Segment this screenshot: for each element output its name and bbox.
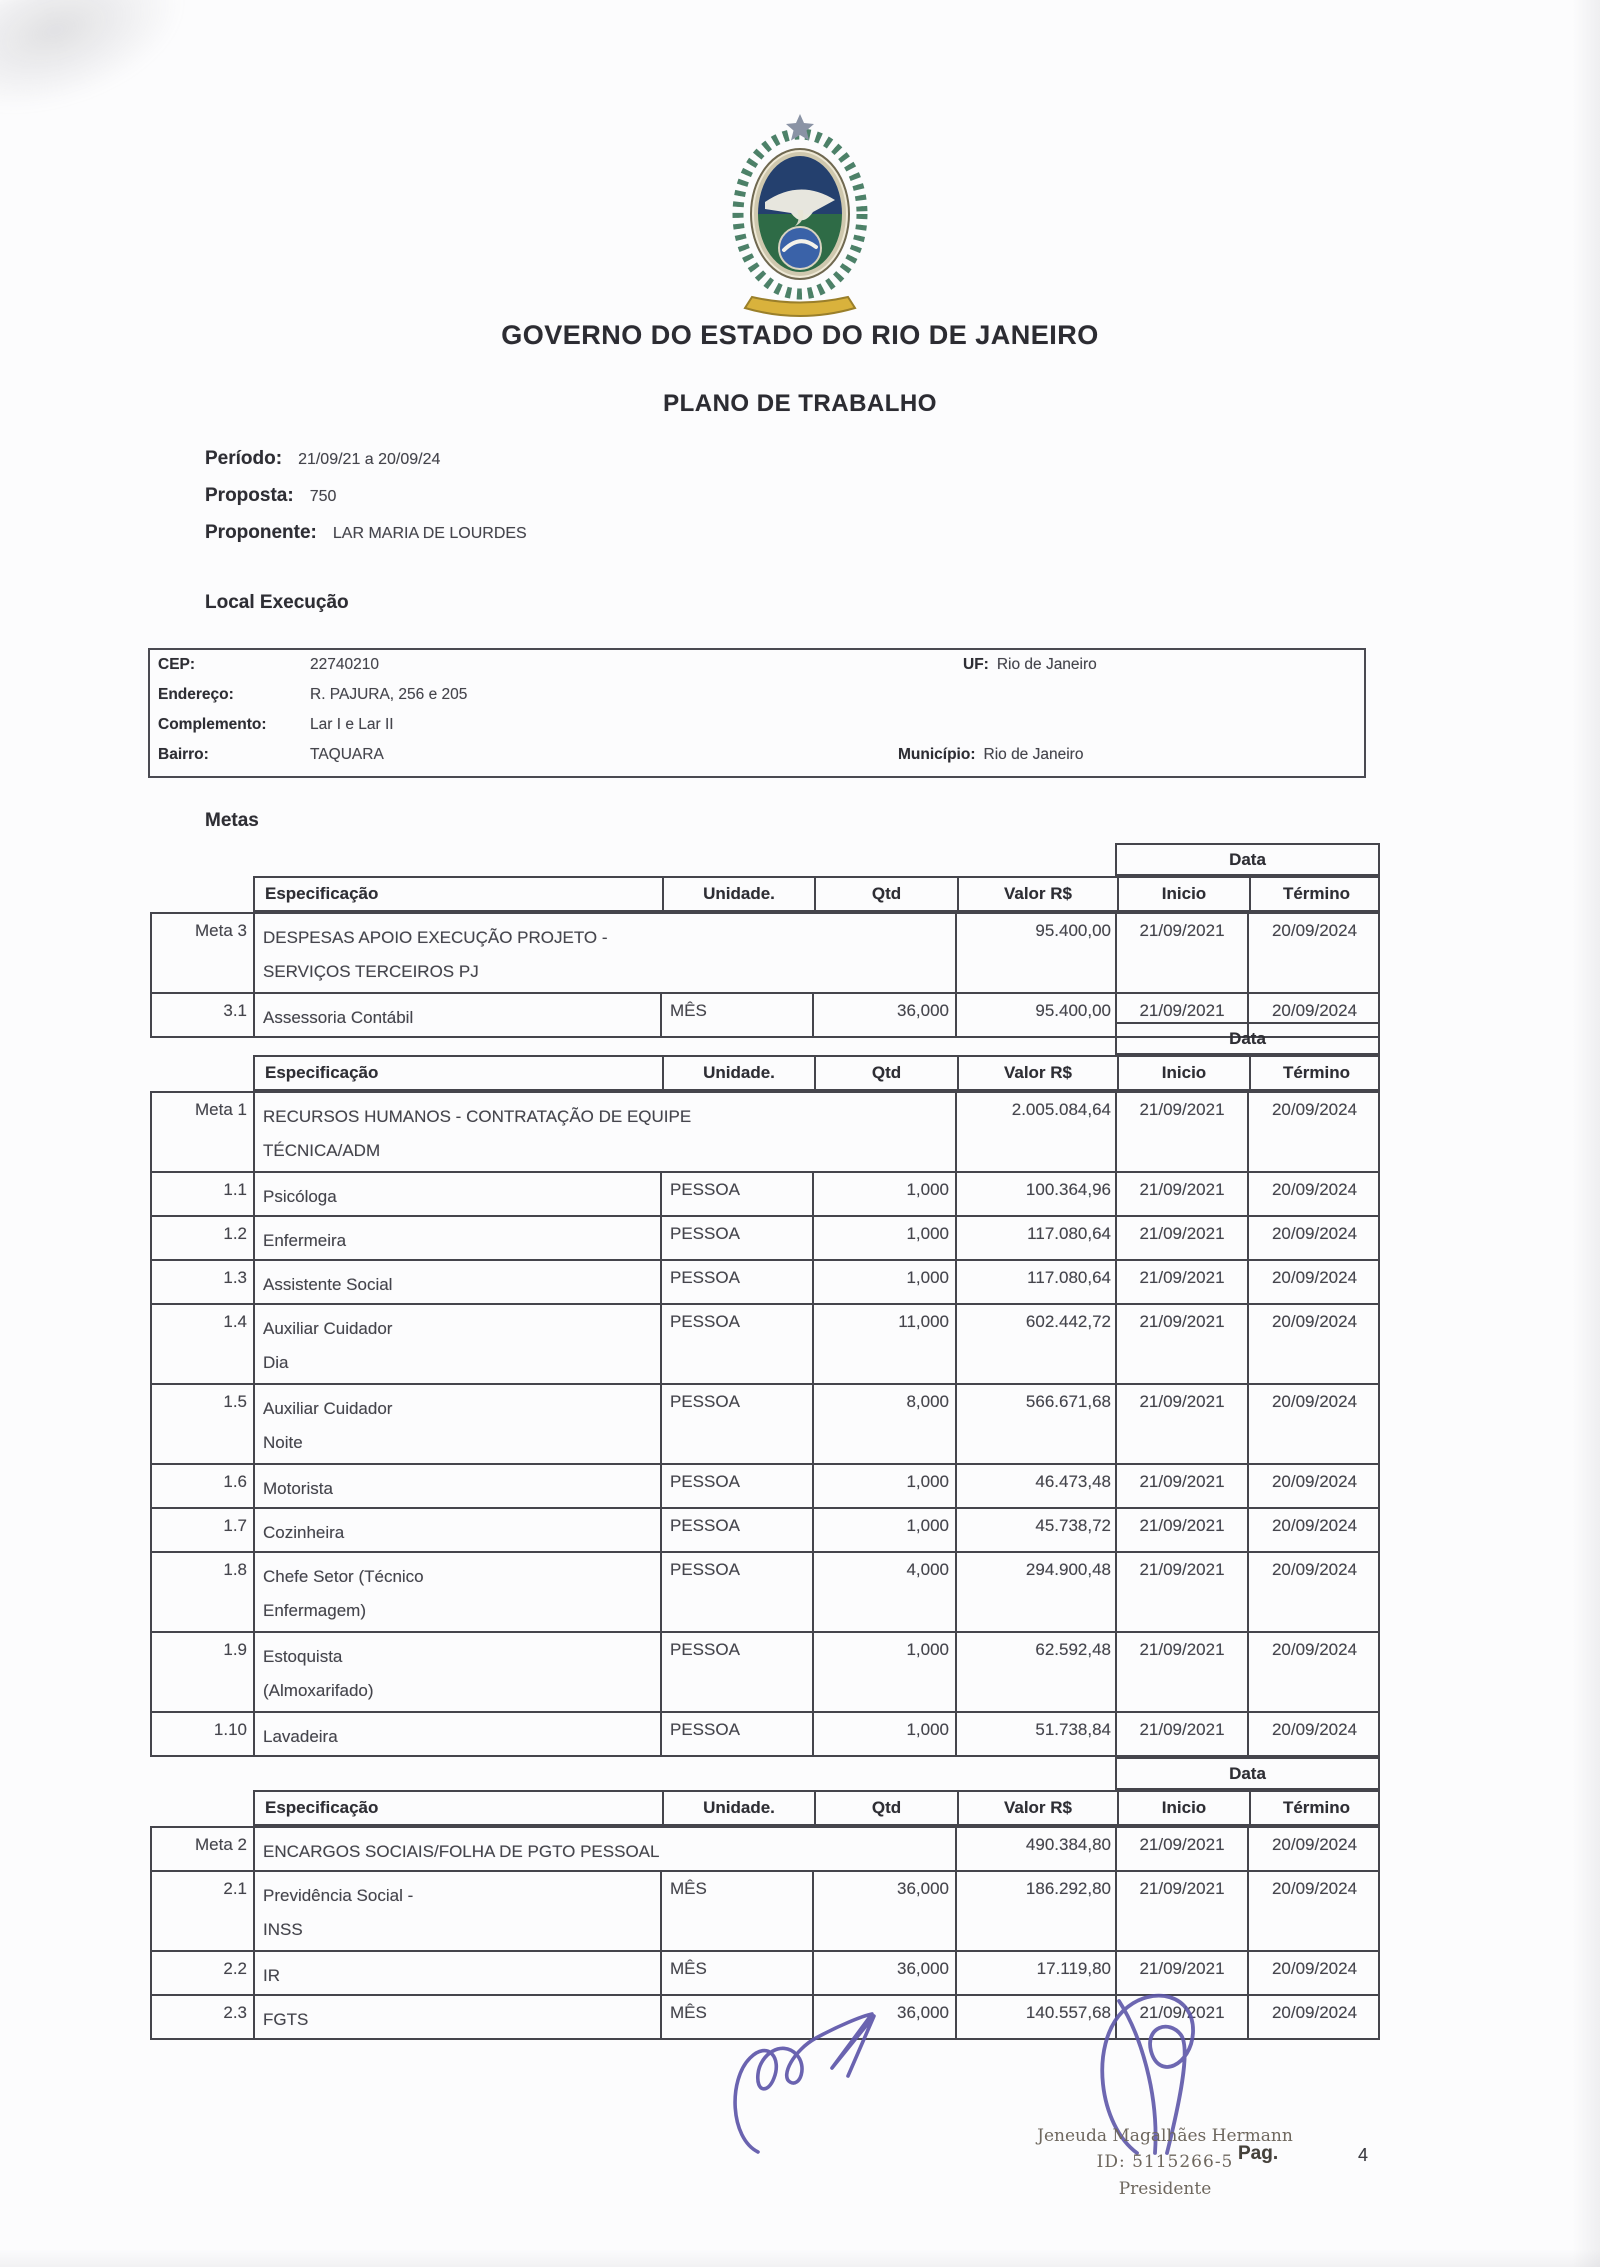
row-unidade: PESSOA (660, 1713, 812, 1755)
especificacao-line: Auxiliar Cuidador (263, 1319, 393, 1338)
especificacao-line: Cozinheira (263, 1523, 345, 1542)
row-inicio: 21/09/2021 (1115, 1385, 1247, 1463)
row-qtd: 36,000 (812, 1996, 955, 2038)
row-inicio: 21/09/2021 (1115, 1828, 1247, 1870)
row-termino: 20/09/2024 (1247, 1173, 1380, 1215)
col-header-termino: Término (1249, 1792, 1382, 1824)
metas-table-meta1 (150, 1022, 1380, 1757)
rio-de-janeiro-coat-of-arms-icon (713, 110, 888, 322)
signer-name: Jeneuda Magalhães Hermann (1037, 2126, 1293, 2146)
table-body (150, 912, 1380, 1038)
scan-smudge-artifact (0, 0, 203, 126)
especificacao-line: TÉCNICA/ADM (263, 1141, 381, 1160)
row-inicio: 21/09/2021 (1115, 1952, 1247, 1994)
row-termino: 20/09/2024 (1247, 1465, 1380, 1507)
row-inicio: 21/09/2021 (1115, 1217, 1247, 1259)
table-row (152, 1463, 1378, 1507)
municipio-value: Rio de Janeiro (983, 746, 1084, 763)
scan-bottom-shading (0, 2249, 1600, 2267)
table-row (152, 1507, 1378, 1551)
row-label: 1.9 (223, 1640, 247, 1659)
exec-line-cep (158, 656, 1364, 686)
row-label: Meta 2 (195, 1835, 247, 1854)
especificacao-line: ENCARGOS SOCIAIS/FOLHA DE PGTO PESSOAL (263, 1842, 660, 1861)
row-especificacao (253, 1828, 955, 1870)
exec-line-endereco (158, 686, 1364, 716)
row-valor: 95.400,00 (955, 994, 1115, 1036)
table-row (152, 1171, 1378, 1215)
row-label: Meta 1 (195, 1100, 247, 1119)
exec-uf (963, 656, 1097, 674)
col-header-qtd: Qtd (814, 1792, 957, 1824)
metas-heading: Metas (205, 810, 259, 831)
row-termino: 20/09/2024 (1247, 1952, 1380, 1994)
row-valor: 566.671,68 (955, 1385, 1115, 1463)
row-unidade: MÊS (660, 1996, 812, 2038)
document-info-block (205, 448, 527, 559)
row-label: 3.1 (223, 1001, 247, 1020)
row-inicio: 21/09/2021 (1115, 1261, 1247, 1303)
row-label: 2.2 (223, 1959, 247, 1978)
row-termino: 20/09/2024 (1247, 1996, 1380, 2038)
especificacao-line: Assessoria Contábil (263, 1008, 414, 1027)
exec-municipio (898, 746, 1083, 764)
data-group-header: Data (1115, 843, 1380, 876)
uf-label: UF: (963, 656, 989, 673)
data-group-header: Data (1115, 1022, 1380, 1055)
table-row (152, 914, 1378, 992)
org-title: GOVERNO DO ESTADO DO RIO DE JANEIRO (501, 320, 1099, 350)
row-valor: 100.364,96 (955, 1173, 1115, 1215)
row-valor: 294.900,48 (955, 1553, 1115, 1631)
local-execucao-box (148, 648, 1366, 778)
periodo-label: Período: (205, 448, 283, 469)
row-inicio: 21/09/2021 (1115, 1713, 1247, 1755)
row-valor: 490.384,80 (955, 1828, 1115, 1870)
especificacao-line: Lavadeira (263, 1727, 338, 1746)
uf-value: Rio de Janeiro (996, 656, 1097, 673)
signer-role: Presidente (1118, 2179, 1212, 2199)
row-qtd: 1,000 (812, 1465, 955, 1507)
row-termino: 20/09/2024 (1247, 1633, 1380, 1711)
signature-stroke-left (720, 2010, 900, 2165)
row-valor: 95.400,00 (955, 914, 1115, 992)
row-qtd: 11,000 (812, 1305, 955, 1383)
row-especificacao (253, 1261, 660, 1303)
endereco-label: Endereço: (158, 686, 234, 703)
municipio-label: Município: (898, 746, 976, 763)
row-qtd: 1,000 (812, 1509, 955, 1551)
proposta-label: Proposta: (205, 485, 294, 506)
row-unidade: PESSOA (660, 1553, 812, 1631)
table-row (152, 1828, 1378, 1870)
row-termino: 20/09/2024 (1247, 1217, 1380, 1259)
especificacao-line: SERVIÇOS TERCEIROS PJ (263, 962, 479, 981)
row-termino: 20/09/2024 (1247, 994, 1380, 1036)
row-unidade: PESSOA (660, 1509, 812, 1551)
row-termino: 20/09/2024 (1247, 1261, 1380, 1303)
row-valor: 46.473,48 (955, 1465, 1115, 1507)
data-group-header: Data (1115, 1757, 1380, 1790)
row-especificacao (253, 1305, 660, 1383)
row-inicio: 21/09/2021 (1115, 1093, 1247, 1171)
especificacao-line: Chefe Setor (Técnico (263, 1567, 424, 1586)
row-valor: 602.442,72 (955, 1305, 1115, 1383)
complemento-label: Complemento: (158, 716, 267, 733)
row-termino: 20/09/2024 (1247, 1553, 1380, 1631)
especificacao-line: Dia (263, 1353, 289, 1372)
row-inicio: 21/09/2021 (1115, 1872, 1247, 1950)
row-qtd: 36,000 (812, 1872, 955, 1950)
col-header-unidade: Unidade. (662, 1792, 814, 1824)
table-row (152, 1093, 1378, 1171)
col-header-inicio: Inicio (1117, 1057, 1249, 1089)
row-unidade: PESSOA (660, 1261, 812, 1303)
row-qtd: 1,000 (812, 1633, 955, 1711)
row-valor: 51.738,84 (955, 1713, 1115, 1755)
row-especificacao (253, 1217, 660, 1259)
col-header-termino: Término (1249, 878, 1382, 910)
especificacao-line: RECURSOS HUMANOS - CONTRATAÇÃO DE EQUIPE (263, 1107, 692, 1126)
col-header-inicio: Inicio (1117, 1792, 1249, 1824)
row-termino: 20/09/2024 (1247, 1828, 1380, 1870)
proposta-value: 750 (309, 488, 337, 505)
row-label: 1.6 (223, 1472, 247, 1491)
row-label: 1.10 (213, 1720, 247, 1739)
row-inicio: 21/09/2021 (1115, 1553, 1247, 1631)
especificacao-line: INSS (263, 1920, 303, 1939)
row-valor: 2.005.084,64 (955, 1093, 1115, 1171)
exec-line-complemento (158, 716, 1364, 746)
metas-table-meta3 (150, 843, 1380, 1038)
especificacao-line: Enfermeira (263, 1231, 347, 1250)
bairro-value: TAQUARA (310, 746, 384, 763)
col-header-unidade: Unidade. (662, 878, 814, 910)
info-proponente (205, 522, 527, 559)
col-header-valor: Valor R$ (957, 1792, 1117, 1824)
row-unidade: PESSOA (660, 1385, 812, 1463)
endereco-value: R. PAJURA, 256 e 205 (310, 686, 468, 703)
row-label: 1.4 (223, 1312, 247, 1331)
row-label: 1.8 (223, 1560, 247, 1579)
row-inicio: 21/09/2021 (1115, 914, 1247, 992)
row-especificacao (253, 1996, 660, 2038)
row-valor: 117.080,64 (955, 1217, 1115, 1259)
info-periodo (205, 448, 527, 485)
col-header-termino: Término (1249, 1057, 1382, 1089)
page-label: Pag. (1238, 2143, 1279, 2164)
col-header-especificacao: Especificação (265, 884, 379, 903)
row-qtd: 36,000 (812, 994, 955, 1036)
signer-id: ID: 5115266-5 (1096, 2152, 1234, 2172)
row-inicio: 21/09/2021 (1115, 1509, 1247, 1551)
row-label: 1.5 (223, 1392, 247, 1411)
row-especificacao (253, 1633, 660, 1711)
col-header-especificacao: Especificação (265, 1798, 379, 1817)
table-row (152, 1303, 1378, 1383)
row-qtd: 1,000 (812, 1713, 955, 1755)
col-header-unidade: Unidade. (662, 1057, 814, 1089)
row-valor: 186.292,80 (955, 1872, 1115, 1950)
table-row (152, 1215, 1378, 1259)
row-qtd: 1,000 (812, 1261, 955, 1303)
row-especificacao (253, 1553, 660, 1631)
especificacao-line: Assistente Social (263, 1275, 393, 1294)
row-valor: 45.738,72 (955, 1509, 1115, 1551)
table-body (150, 1091, 1380, 1757)
info-proposta (205, 485, 527, 522)
row-inicio: 21/09/2021 (1115, 1633, 1247, 1711)
complemento-value: Lar I e Lar II (310, 716, 394, 733)
row-especificacao (253, 1872, 660, 1950)
col-header-valor: Valor R$ (957, 1057, 1117, 1089)
row-label: 1.1 (223, 1180, 247, 1199)
col-header-qtd: Qtd (814, 1057, 957, 1089)
col-header-qtd: Qtd (814, 878, 957, 910)
local-execucao-heading: Local Execução (205, 592, 349, 613)
row-termino: 20/09/2024 (1247, 1509, 1380, 1551)
especificacao-line: Psicóloga (263, 1187, 337, 1206)
especificacao-line: Noite (263, 1433, 303, 1452)
periodo-value: 21/09/21 a 20/09/24 (298, 451, 441, 468)
row-qtd: 1,000 (812, 1173, 955, 1215)
row-label: 1.7 (223, 1516, 247, 1535)
especificacao-line: IR (263, 1966, 280, 1985)
row-unidade: PESSOA (660, 1217, 812, 1259)
row-unidade: MÊS (660, 994, 812, 1036)
especificacao-line: Auxiliar Cuidador (263, 1399, 393, 1418)
row-especificacao (253, 1385, 660, 1463)
row-unidade: PESSOA (660, 1173, 812, 1215)
col-header-inicio: Inicio (1117, 878, 1249, 910)
cep-value: 22740210 (310, 656, 379, 673)
especificacao-line: (Almoxarifado) (263, 1681, 374, 1700)
table-row (152, 1711, 1378, 1755)
row-label: Meta 3 (195, 921, 247, 940)
especificacao-line: DESPESAS APOIO EXECUÇÃO PROJETO - (263, 928, 608, 947)
row-qtd: 4,000 (812, 1553, 955, 1631)
col-header-especificacao: Especificação (265, 1063, 379, 1082)
especificacao-line: Previdência Social - (263, 1886, 414, 1905)
row-qtd: 36,000 (812, 1952, 955, 1994)
row-label: 1.2 (223, 1224, 247, 1243)
row-label: 2.3 (223, 2003, 247, 2022)
row-valor: 117.080,64 (955, 1261, 1115, 1303)
especificacao-line: Enfermagem) (263, 1601, 366, 1620)
row-termino: 20/09/2024 (1247, 1385, 1380, 1463)
row-termino: 20/09/2024 (1247, 1305, 1380, 1383)
row-especificacao (253, 1509, 660, 1551)
doc-title: PLANO DE TRABALHO (663, 390, 937, 417)
table-header-row (253, 1790, 1380, 1826)
row-inicio: 21/09/2021 (1115, 1996, 1247, 2038)
exec-line-bairro (158, 746, 1364, 776)
table-row (152, 1551, 1378, 1631)
row-especificacao (253, 914, 955, 992)
table-row (152, 1631, 1378, 1711)
row-qtd: 8,000 (812, 1385, 955, 1463)
row-inicio: 21/09/2021 (1115, 1465, 1247, 1507)
cep-label: CEP: (158, 656, 196, 673)
table-header-row (253, 1055, 1380, 1091)
row-termino: 20/09/2024 (1247, 914, 1380, 992)
table-row (152, 1870, 1378, 1950)
row-especificacao (253, 1465, 660, 1507)
row-unidade: MÊS (660, 1872, 812, 1950)
row-unidade: PESSOA (660, 1633, 812, 1711)
row-unidade: PESSOA (660, 1305, 812, 1383)
row-termino: 20/09/2024 (1247, 1872, 1380, 1950)
table-row (152, 1259, 1378, 1303)
row-qtd: 1,000 (812, 1217, 955, 1259)
bairro-label: Bairro: (158, 746, 209, 763)
row-inicio: 21/09/2021 (1115, 1305, 1247, 1383)
row-inicio: 21/09/2021 (1115, 994, 1247, 1036)
row-especificacao (253, 1713, 660, 1755)
proponente-value: LAR MARIA DE LOURDES (332, 525, 527, 542)
row-especificacao (253, 1952, 660, 1994)
page-number: 4 (1358, 2145, 1369, 2165)
especificacao-line: FGTS (263, 2010, 309, 2029)
row-unidade: MÊS (660, 1952, 812, 1994)
proponente-label: Proponente: (205, 522, 317, 543)
row-termino: 20/09/2024 (1247, 1713, 1380, 1755)
row-inicio: 21/09/2021 (1115, 1173, 1247, 1215)
especificacao-line: Estoquista (263, 1647, 343, 1666)
col-header-valor: Valor R$ (957, 878, 1117, 910)
row-valor: 62.592,48 (955, 1633, 1115, 1711)
table-row (152, 1383, 1378, 1463)
table-header-row (253, 876, 1380, 912)
row-unidade: PESSOA (660, 1465, 812, 1507)
row-especificacao (253, 1173, 660, 1215)
especificacao-line: Motorista (263, 1479, 333, 1498)
row-especificacao (253, 1093, 955, 1171)
row-termino: 20/09/2024 (1247, 1093, 1380, 1171)
row-valor: 140.557,68 (955, 1996, 1115, 2038)
row-valor: 17.119,80 (955, 1952, 1115, 1994)
row-label: 2.1 (223, 1879, 247, 1898)
row-label: 1.3 (223, 1268, 247, 1287)
